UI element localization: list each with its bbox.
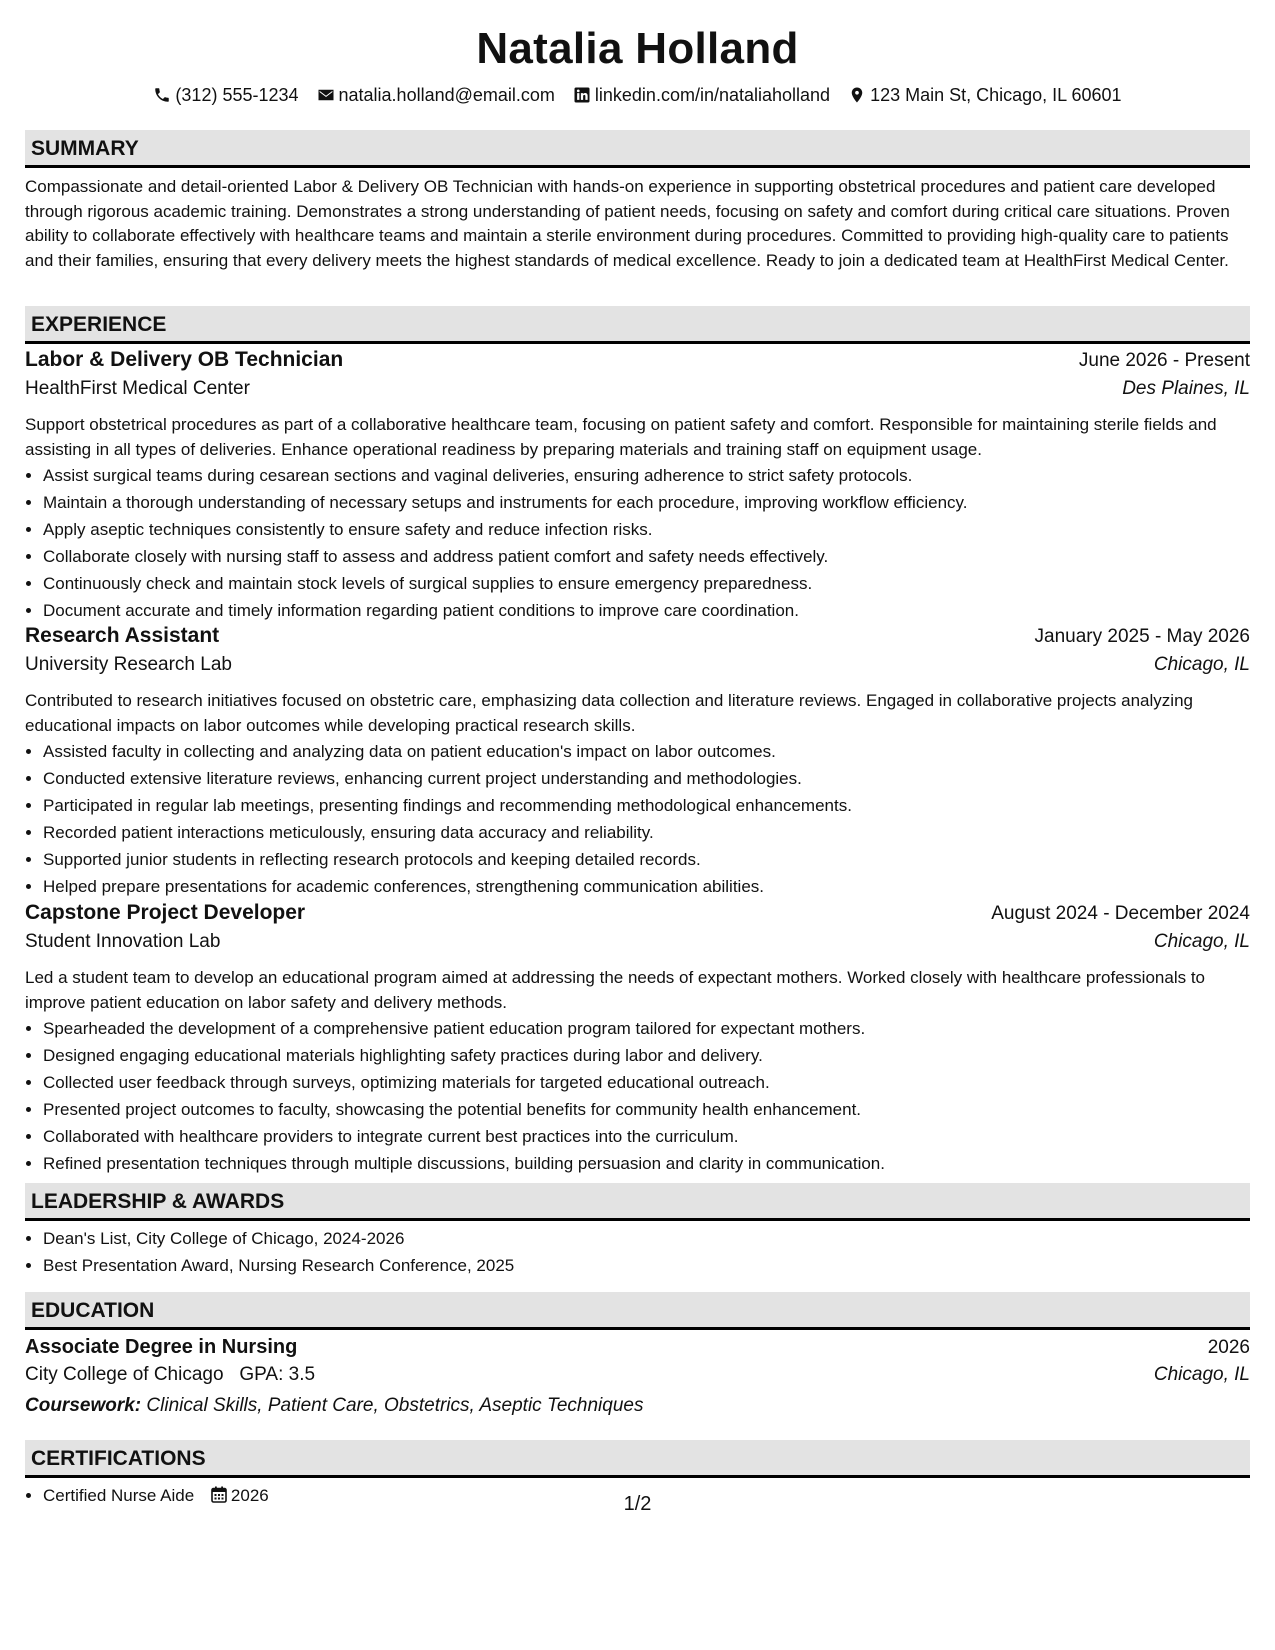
contact-linkedin[interactable]	[573, 83, 830, 107]
degree-title: Associate Degree in Nursing	[25, 1336, 298, 1358]
contact-address	[848, 83, 1122, 107]
list-item: • Supported junior students in reflecting research protocols and keeping detailed records.	[43, 846, 1250, 873]
education-entry	[25, 1336, 1250, 1417]
list-item: • Assist surgical teams during cesarean sections and vaginal deliveries, ensuring adherence to strict safety protocols.	[43, 462, 1250, 489]
certifications-heading: CERTIFICATIONS	[25, 1440, 1250, 1478]
list-item: • Assisted faculty in collecting and analyzing data on patient education's impact on labor outcomes.	[43, 738, 1250, 765]
school-name: City College of Chicago	[25, 1364, 224, 1385]
list-item: • Participated in regular lab meetings, presenting findings and recommending methodological enhancements.	[43, 792, 1250, 819]
list-item: • Continuously check and maintain stock levels of surgical supplies to ensure emergency preparedness.	[43, 570, 1250, 597]
list-item: • Refined presentation techniques through multiple discussions, building persuasion and clarity in communication.	[43, 1150, 1250, 1177]
school-location: Chicago, IL	[1153, 1364, 1250, 1385]
phone-text: (312) 555-1234	[175, 85, 299, 105]
summary-heading: SUMMARY	[25, 130, 1250, 168]
job-dates: August 2024 - December 2024	[991, 903, 1250, 924]
degree-year: 2026	[1207, 1337, 1250, 1358]
job-title: Research Assistant	[25, 624, 220, 647]
education-heading: EDUCATION	[25, 1292, 1250, 1330]
job-location: Des Plaines, IL	[1122, 378, 1250, 399]
job-bullets	[25, 738, 1250, 900]
job-entry	[25, 624, 1250, 900]
contact-email[interactable]	[317, 83, 555, 107]
experience-heading: EXPERIENCE	[25, 306, 1250, 344]
list-item: • Collaborate closely with nursing staff to assess and address patient comfort and safety needs effectively.	[43, 543, 1250, 570]
address-text: 123 Main St, Chicago, IL 60601	[870, 85, 1122, 105]
list-item: • Recorded patient interactions meticulously, ensuring data accuracy and reliability.	[43, 819, 1250, 846]
leadership-heading: LEADERSHIP & AWARDS	[25, 1183, 1250, 1221]
coursework-line	[25, 1395, 1250, 1417]
job-organization: University Research Lab	[25, 654, 232, 675]
awards-list	[25, 1225, 1250, 1279]
summary-text: Compassionate and detail-oriented Labor & Delivery OB Technician with hands-on experience in supporting obstetrical procedures and patient care developed through rigorous academic training. Demonstrates a strong understanding of patient needs, focusing on safety and comfort during critical care situations. Proven ability to collaborate effectively with healthcare teams and maintain a sterile environment during procedures. Committed to providing high-quality care to patients and their families, ensuring that every delivery meets the highest standards of medical excellence. Ready to join a dedicated team at HealthFirst Medical Center.	[25, 177, 1230, 270]
job-organization: HealthFirst Medical Center	[25, 378, 250, 399]
job-bullets	[25, 1015, 1250, 1177]
coursework-text: Clinical Skills, Patient Care, Obstetrics, Aseptic Techniques	[146, 1395, 644, 1416]
certification-year: 2026	[230, 1486, 269, 1505]
list-item: • Maintain a thorough understanding of necessary setups and instruments for each procedure, improving workflow efficiency.	[43, 489, 1250, 516]
job-description: Contributed to research initiatives focused on obstetric care, emphasizing data collection and literature reviews. Engaged in collaborative projects analyzing educational impacts on labor outcomes while developing practical research skills.	[25, 691, 1193, 735]
list-item: • Presented project outcomes to faculty, showcasing the potential benefits for community health enhancement.	[43, 1096, 1250, 1123]
phone-icon	[153, 86, 171, 104]
school-line	[25, 1364, 315, 1386]
job-dates: June 2026 - Present	[1078, 350, 1250, 371]
resume-page	[25, 0, 1250, 1505]
job-entry	[25, 901, 1250, 1177]
list-item: • Dean's List, City College of Chicago, 2024-2026	[43, 1225, 1250, 1252]
email-icon	[317, 86, 335, 104]
list-item: • Helped prepare presentations for academic conferences, strengthening communication abilities.	[43, 873, 1250, 900]
coursework-label: Coursework:	[25, 1395, 142, 1416]
linkedin-text: linkedin.com/in/nataliaholland	[594, 85, 831, 105]
linkedin-icon	[573, 86, 591, 104]
list-item: • Collected user feedback through surveys, optimizing materials for targeted educational outreach.	[43, 1069, 1250, 1096]
certification-name: Certified Nurse Aide	[43, 1486, 195, 1505]
gpa: GPA: 3.5	[239, 1364, 316, 1385]
job-description: Support obstetrical procedures as part of a collaborative healthcare team, focusing on patient safety and comfort. Responsible for maintaining sterile fields and assisting in all types of deliveries. Enhance operational readiness by preparing materials and training staff on equipment usage.	[25, 415, 1217, 459]
page-number: 1/2	[623, 1493, 652, 1515]
list-item: • Conducted extensive literature reviews, enhancing current project understanding and methodologies.	[43, 765, 1250, 792]
job-bullets	[25, 462, 1250, 624]
list-item: • Collaborated with healthcare providers to integrate current best practices into the curriculum.	[43, 1123, 1250, 1150]
contact-phone	[153, 83, 298, 107]
job-location: Chicago, IL	[1153, 931, 1250, 952]
location-pin-icon	[848, 86, 866, 104]
job-location: Chicago, IL	[1153, 654, 1250, 675]
job-dates: January 2025 - May 2026	[1034, 626, 1250, 647]
list-item: • Designed engaging educational materials highlighting safety practices during labor and delivery.	[43, 1042, 1250, 1069]
job-organization: Student Innovation Lab	[25, 931, 221, 952]
list-item: • Document accurate and timely information regarding patient conditions to improve care coordination.	[43, 597, 1250, 624]
email-text: natalia.holland@email.com	[338, 85, 555, 105]
job-title: Capstone Project Developer	[25, 901, 306, 924]
candidate-name: Natalia Holland	[476, 24, 799, 73]
list-item: • Apply aseptic techniques consistently to ensure safety and reduce infection risks.	[43, 516, 1250, 543]
contact-bar	[25, 83, 1250, 107]
job-title: Labor & Delivery OB Technician	[25, 348, 344, 371]
job-entry	[25, 348, 1250, 624]
list-item: • Spearheaded the development of a comprehensive patient education program tailored for expectant mothers.	[43, 1015, 1250, 1042]
list-item: • Best Presentation Award, Nursing Research Conference, 2025	[43, 1252, 1250, 1279]
job-description: Led a student team to develop an educational program aimed at addressing the needs of expectant mothers. Worked closely with healthcare professionals to improve patient education on labor safety and delivery methods.	[25, 968, 1205, 1012]
